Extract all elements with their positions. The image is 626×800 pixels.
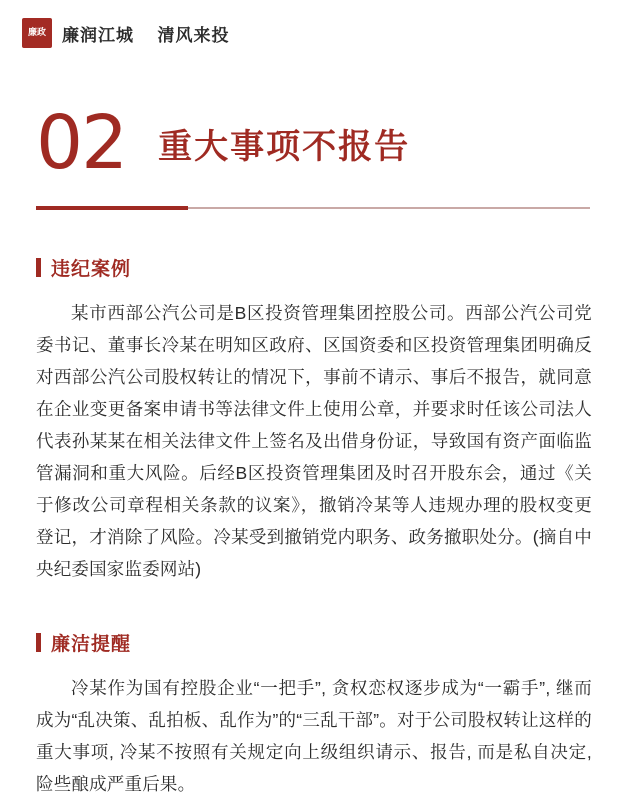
header-title-left: 廉润江城: [62, 25, 134, 45]
section-header: [0, 100, 626, 186]
section-divider: [36, 206, 590, 210]
divider-accent-line: [36, 206, 188, 210]
case-paragraph: 某市西部公汽公司是B区投资管理集团控股公司。西部公汽公司党委书记、董事长冷某在明知区政府、区国资委和区投资管理集团明确反对西部公汽公司股权转让的情况下，事前不请示、事后不报告，就同意在企业变更备案申请书等法律文件上使用公章，并要求时任该公司法人代表孙某某在相关法律文件上签名及出借身份证，导致国有资产面临监管漏洞和重大风险。后经B区投资管理集团及时召开股东会，通过《关于修改公司章程相关条款的议案》，撤销冷某等人违规办理的股权变更登记，才消除了风险。冷某受到撤销党内职务、政务撤职处分。(摘自中央纪委国家监委网站): [36, 303, 592, 579]
section-title: 重大事项不报告: [158, 127, 411, 166]
header-title-right: 清风来投: [157, 25, 230, 45]
section-number: 02: [36, 100, 127, 186]
subsection-title-case: 违纪案例: [51, 259, 132, 280]
seal-logo-icon: [22, 18, 52, 48]
header-title: [62, 21, 229, 46]
subsection-title-reminder: 廉洁提醒: [51, 634, 132, 655]
page-header: [0, 0, 626, 48]
reminder-paragraph: 冷某作为国有控股企业“一把手”, 贪权恋权逐步成为“一霸手”, 继而成为“乱决策、乱拍板、乱作为”的“三乱干部”。对于公司股权转让这样的重大事项, 冷某不按照有关规定向上级组织请示、报告, 而是私自决定, 险些酿成严重后果。: [36, 678, 592, 794]
subsection-heading-case: [36, 254, 626, 281]
heading-accent-bar: [36, 258, 41, 277]
seal-logo-text: 廉政: [27, 28, 46, 38]
heading-accent-bar: [36, 633, 41, 652]
subsection-heading-reminder: [36, 629, 626, 656]
